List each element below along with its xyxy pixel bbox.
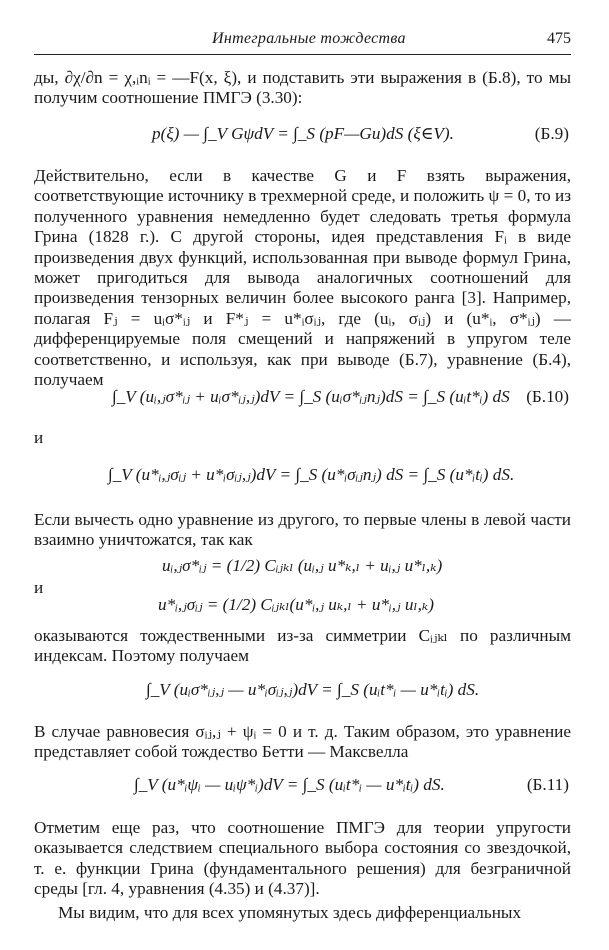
page-number: 475	[547, 30, 571, 47]
paragraph-7: Мы видим, что для всех упомянутых здесь дифференциальных	[58, 903, 522, 922]
equation-b11-number: (Б.11)	[526, 775, 569, 794]
conjunction-and-1: и	[34, 428, 44, 447]
equation-unnumbered-1: ∫_V (u*ᵢ,ⱼσᵢⱼ + u*ᵢσᵢⱼ,ⱼ)dV = ∫_S (u*ᵢσᵢⱼnⱼ) dS = ∫_S (u*ᵢtᵢ) dS.	[108, 465, 515, 484]
equation-unnumbered-2: ∫_V (uᵢσ*ᵢⱼ,ⱼ — u*ᵢσᵢⱼ,ⱼ)dV = ∫_S (uᵢt*ᵢ — u*ᵢtᵢ) dS.	[146, 680, 480, 699]
conjunction-and-2: и	[34, 578, 44, 597]
paragraph-5: В случае равновесия σᵢⱼ,ⱼ + ψᵢ = 0 и т. д. Таким образом, это уравнение представляет собой тождество Бетти — Максвелла	[34, 722, 571, 762]
paragraph-6: Отметим еще раз, что соотношение ПМГЭ для теории упругости оказывается следствием специального выбора состояния со звездочкой, т. е. функции Грина (фундаментального решения) для безграничной среды [гл. 4, уравнения (4.35) и (4.37)].	[34, 818, 571, 899]
paragraph-3: Если вычесть одно уравнение из другого, то первые члены в левой части взаимно уничтожатся, так как	[34, 510, 571, 550]
paragraph-1: ды, ∂χ/∂n = χ,ᵢnᵢ = —F(x, ξ), и подставить эти выражения в (Б.8), то мы получим соотношение ПМГЭ (3.30):	[34, 68, 571, 108]
equation-b9-number: (Б.9)	[534, 124, 569, 143]
equation-b9: p(ξ) — ∫_V GψdV = ∫_S (pF—Gu)dS (ξ∈V).	[152, 124, 454, 143]
paragraph-2: Действительно, если в качестве G и F взять выражения, соответствующие источнику в трехмерной среде, и положить ψ = 0, то из полученного уравнения немедленно будет следовать третья формула Грина (1828 г.). С другой стороны, идея представления Fᵢ в виде произведения двух функций, использованная при выводе формул Грина, может пригодиться для вывода аналогичных соотношений для произведения тензорных величин более высокого ранга [3]. Например, полагая Fⱼ = uᵢσ*ᵢⱼ и F*ⱼ = u*ᵢσᵢⱼ, где (uᵢ, σᵢⱼ) и (u*ᵢ, σ*ᵢⱼ) — дифференцируемые поля смещений и напряжений в упругом теле соответственно, и используя, как при выводе (Б.7), уравнение (Б.4), получаем	[34, 166, 571, 390]
equation-symmetry-2: u*ᵢ,ⱼσᵢⱼ = (1/2) Cᵢⱼₖₗ(u*ᵢ,ⱼ uₖ,ₗ + u*ᵢ,ⱼ uₗ,ₖ)	[158, 595, 434, 614]
running-title: Интегральные тождества	[212, 30, 406, 47]
equation-b10: ∫_V (uᵢ,ⱼσ*ᵢⱼ + uᵢσ*ᵢⱼ,ⱼ)dV = ∫_S (uᵢσ*ᵢⱼnⱼ)dS = ∫_S (uᵢt*ᵢ) dS	[112, 387, 510, 406]
equation-b10-number: (Б.10)	[526, 387, 569, 406]
paragraph-4: оказываются тождественными из-за симметрии Cᵢⱼₖₗ по различным индексам. Поэтому получаем	[34, 626, 571, 666]
page-header	[34, 28, 571, 55]
equation-symmetry-1: uᵢ,ⱼσ*ᵢⱼ = (1/2) Cᵢⱼₖₗ (uᵢ,ⱼ u*ₖ,ₗ + uᵢ,ⱼ u*ₗ,ₖ)	[162, 556, 443, 575]
equation-b11: ∫_V (u*ᵢψᵢ — uᵢψ*ᵢ)dV = ∫_S (uᵢt*ᵢ — u*ᵢtᵢ) dS.	[134, 775, 445, 794]
